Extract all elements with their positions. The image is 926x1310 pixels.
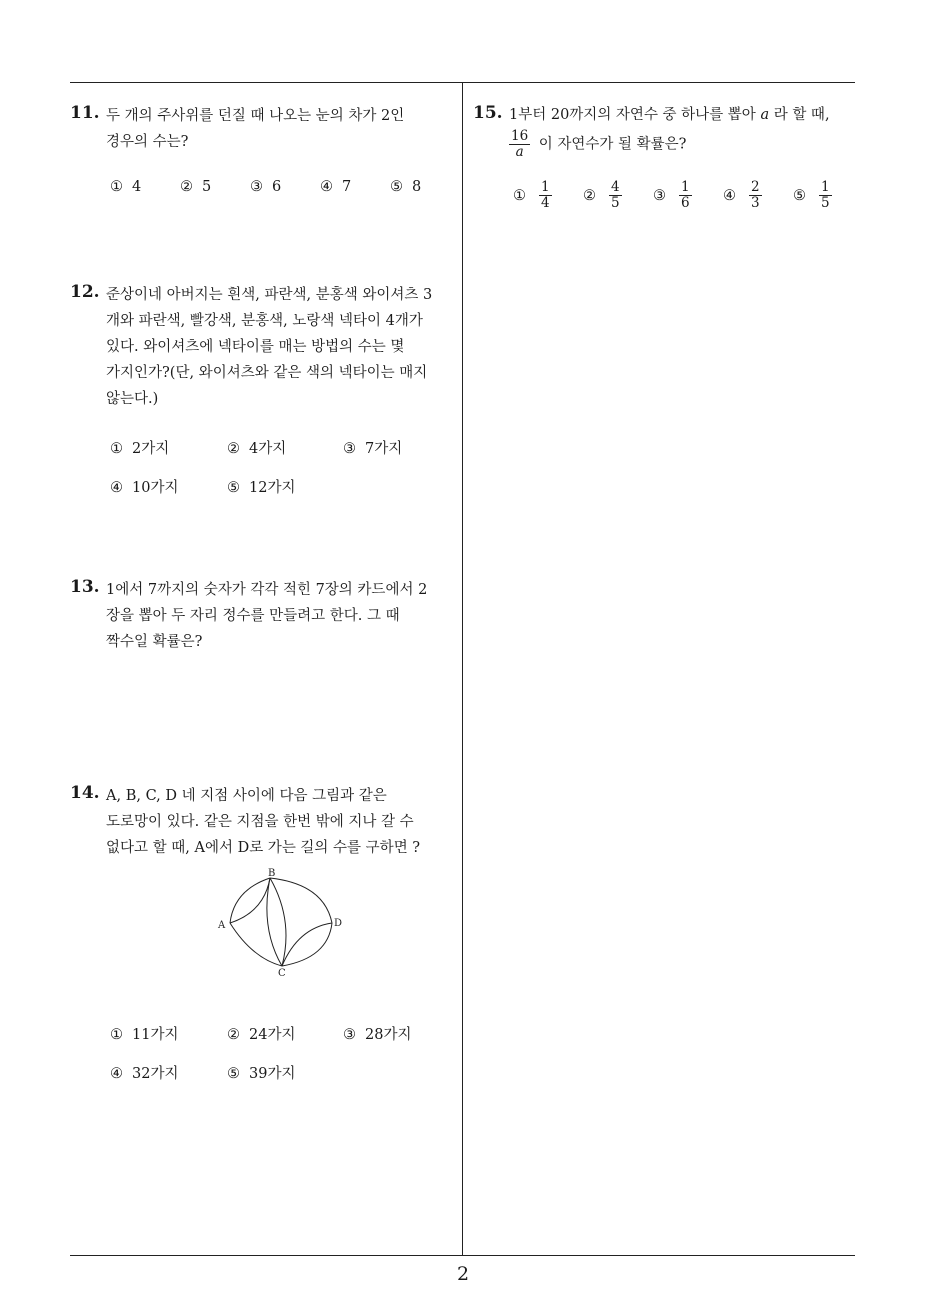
q11-choice-3[interactable] [250, 179, 281, 195]
question-line: 장을 뽑아 두 자리 정수를 만들려고 한다. 그 때 [106, 608, 400, 624]
road-a-b-2 [230, 878, 270, 923]
choice-text: 12가지 [249, 480, 296, 496]
question-line: 가지인가?(단, 와이셔츠와 같은 색의 넥타이는 매지 [106, 365, 428, 381]
choice-mark: ⑤ [793, 187, 806, 204]
fraction-numerator: 1 [541, 179, 550, 195]
question-line: 있다. 와이셔츠에 넥타이를 매는 방법의 수는 몇 [106, 339, 405, 355]
fraction-16-over-a [509, 129, 530, 160]
choice-text: 8 [412, 179, 422, 195]
fraction-numerator: 16 [511, 128, 529, 144]
choice-mark: ② [180, 179, 193, 195]
q12-choice-5[interactable] [227, 476, 295, 497]
choice-mark: ③ [250, 179, 263, 195]
q11-choice-2[interactable] [180, 179, 211, 195]
q14-choice-4[interactable] [110, 1062, 178, 1083]
question-line: 준상이네 아버지는 흰색, 파란색, 분홍색 와이셔츠 3 [106, 287, 433, 303]
choice-fraction [819, 180, 832, 211]
q12-choice-2[interactable] [227, 437, 286, 458]
choice-fraction [679, 180, 692, 211]
question-line: A, B, C, D 네 지점 사이에 다음 그림과 같은 [106, 788, 387, 804]
choice-text: 7 [342, 179, 352, 195]
variable-a: a [760, 107, 770, 123]
road-c-d-2 [282, 923, 332, 966]
choice-mark: ③ [653, 187, 666, 204]
question-number: 15. [473, 103, 503, 123]
q12-choice-1[interactable] [110, 437, 169, 458]
choice-fraction [539, 180, 552, 211]
question-line: 없다고 할 때, A에서 D로 가는 길의 수를 구하면 ? [106, 840, 421, 856]
choice-mark: ⑤ [227, 480, 240, 496]
road-b-c-1 [267, 878, 282, 966]
page-number: 2 [456, 1263, 470, 1285]
choice-text: 7가지 [365, 441, 403, 457]
label-b: B [268, 868, 276, 879]
fraction-numerator: 2 [751, 179, 760, 195]
road-b-c-2 [270, 878, 286, 966]
choice-text: 5 [202, 179, 212, 195]
choice-text: 4가지 [249, 441, 287, 457]
fraction-denominator: 5 [821, 195, 830, 211]
bottom-rule [70, 1255, 855, 1256]
choice-mark: ⑤ [227, 1066, 240, 1082]
choice-mark: ⑤ [390, 179, 403, 195]
question-line: 않는다.) [106, 391, 159, 407]
fraction-denominator: 6 [681, 195, 690, 211]
road-a-b-1 [230, 878, 270, 923]
q15-choice-2[interactable] [583, 180, 626, 211]
road-b-d [270, 878, 332, 923]
question-text [106, 282, 432, 412]
q11-choice-4[interactable] [320, 179, 351, 195]
question-line: 도로망이 있다. 같은 지점을 한번 밖에 지나 갈 수 [106, 814, 414, 830]
q15-choice-4[interactable] [723, 180, 766, 211]
choice-mark: ① [110, 1027, 123, 1043]
question-text [106, 103, 404, 155]
q14-choice-1[interactable] [110, 1023, 178, 1044]
q12-choice-4[interactable] [110, 476, 178, 497]
choice-text: 28가지 [365, 1027, 412, 1043]
q15-choice-3[interactable] [653, 180, 696, 211]
q15-choice-5[interactable] [793, 180, 836, 211]
label-c: C [278, 968, 286, 978]
choice-fraction [609, 180, 622, 211]
choice-text: 39가지 [249, 1066, 296, 1082]
choice-mark: ④ [110, 1066, 123, 1082]
question-text [106, 783, 420, 861]
question-line: 1에서 7까지의 숫자가 각각 적힌 7장의 카드에서 2 [106, 582, 428, 598]
question-line [509, 129, 830, 160]
question-line: 두 개의 주사위를 던질 때 나오는 눈의 차가 2인 [106, 108, 405, 124]
label-d: D [334, 918, 343, 929]
choice-mark: ④ [110, 480, 123, 496]
fraction-denominator: 3 [751, 195, 760, 211]
choice-fraction [749, 180, 762, 211]
question-text [106, 577, 427, 655]
fraction-denominator: a [515, 144, 524, 160]
choice-text: 11가지 [132, 1027, 179, 1043]
question-number: 11. [70, 103, 100, 123]
choice-mark: ① [110, 441, 123, 457]
choice-mark: ② [227, 441, 240, 457]
choice-mark: ③ [343, 441, 356, 457]
choice-mark: ② [227, 1027, 240, 1043]
question-line-text: 1부터 20까지의 자연수 중 하나를 뽑아 [509, 107, 756, 123]
question-line: 개와 파란색, 빨강색, 분홍색, 노랑색 넥타이 4개가 [106, 313, 423, 329]
column-divider [462, 82, 463, 1256]
q12-choice-3[interactable] [343, 437, 402, 458]
q14-choice-5[interactable] [227, 1062, 295, 1083]
choice-mark: ① [110, 179, 123, 195]
q11-choice-1[interactable] [110, 179, 141, 195]
question-number: 13. [70, 577, 100, 597]
choice-mark: ③ [343, 1027, 356, 1043]
question-text [509, 103, 830, 160]
q15-choice-1[interactable] [513, 180, 556, 211]
question-line: 짝수일 확률은? [106, 634, 203, 650]
choice-text: 2가지 [132, 441, 170, 457]
q11-choice-5[interactable] [390, 179, 421, 195]
road-a-c [230, 923, 282, 966]
question-line-text: 이 자연수가 될 확률은? [538, 136, 687, 153]
q14-choice-3[interactable] [343, 1023, 411, 1044]
question-number: 14. [70, 783, 100, 803]
fraction-numerator: 1 [681, 179, 690, 195]
q14-choice-2[interactable] [227, 1023, 295, 1044]
choice-mark: ④ [320, 179, 333, 195]
choice-text: 24가지 [249, 1027, 296, 1043]
question-line: 경우의 수는? [106, 134, 189, 150]
question-number: 12. [70, 282, 100, 302]
choice-text: 32가지 [132, 1066, 179, 1082]
road-c-d-1 [282, 923, 332, 966]
fraction-denominator: 4 [541, 195, 550, 211]
fraction-numerator: 4 [611, 179, 620, 195]
label-a: A [218, 920, 226, 931]
choice-mark: ② [583, 187, 596, 204]
choice-mark: ④ [723, 187, 736, 204]
fraction-denominator: 5 [611, 195, 620, 211]
question-line [509, 103, 830, 127]
choice-mark: ① [513, 187, 526, 204]
choice-text: 4 [132, 179, 142, 195]
question-line-text: 라 할 때, [773, 107, 830, 123]
road-network-diagram [212, 868, 352, 978]
choice-text: 6 [272, 179, 282, 195]
choice-text: 10가지 [132, 480, 179, 496]
fraction-numerator: 1 [821, 179, 830, 195]
